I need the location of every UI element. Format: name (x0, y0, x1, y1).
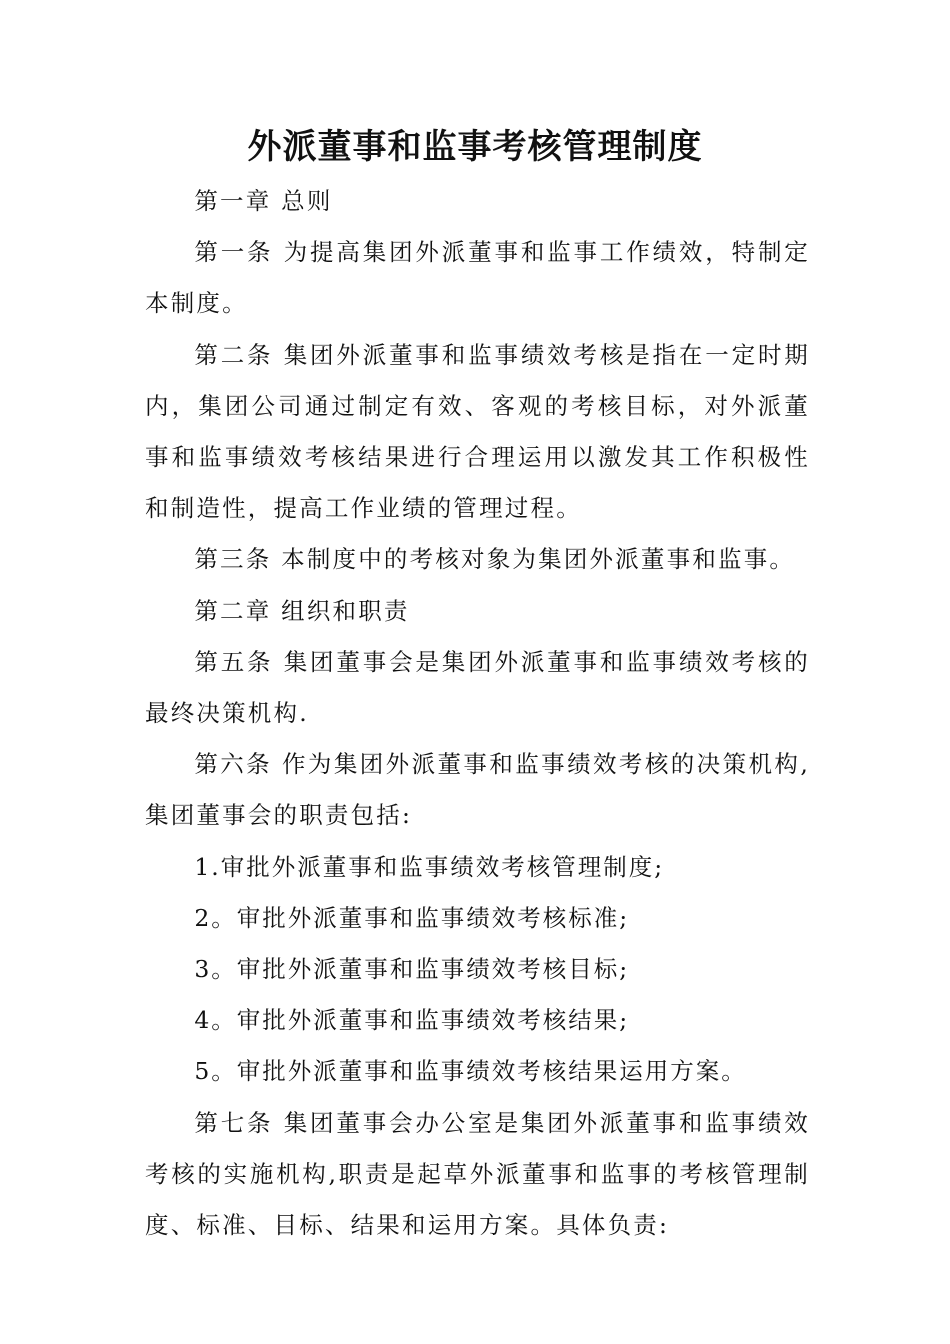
article-7: 第七条 集团董事会办公室是集团外派董事和监事绩效考核的实施机构,职责是起草外派董事和监事的考核管理制度、标准、目标、结果和运用方案。具体负责: (145, 1108, 810, 1240)
list-item-4: 4。审批外派董事和监事绩效考核结果; (194, 1006, 630, 1035)
article-3: 第三条 本制度中的考核对象为集团外派董事和监事。 (194, 545, 796, 574)
list-item-2: 2。审批外派董事和监事绩效考核标准; (194, 903, 630, 932)
article-5: 第五条 集团董事会是集团外派董事和监事绩效考核的最终决策机构. (145, 647, 810, 728)
chapter-1-heading: 第一章 总则 (194, 187, 333, 215)
document-title: 外派董事和监事考核管理制度 (247, 127, 703, 167)
list-item-5: 5。审批外派董事和监事绩效考核结果运用方案。 (194, 1057, 747, 1086)
article-1: 第一条 为提高集团外派董事和监事工作绩效，特制定本制度。 (145, 238, 810, 318)
list-item-1: 1.审批外派董事和监事绩效考核管理制度; (194, 852, 665, 881)
document-body (145, 176, 810, 1251)
article-2: 第二条 集团外派董事和监事绩效考核是指在一定时期内，集团公司通过制定有效、客观的考核目标，对外派董事和监事绩效考核结果进行合理运用以激发其工作积极性和制造性，提高工作业绩的管理过程。 (145, 340, 810, 523)
article-6: 第六条 作为集团外派董事和监事绩效考核的决策机构,集团董事会的职责包括: (145, 750, 810, 830)
list-item-3: 3。审批外派董事和监事绩效考核目标; (194, 955, 630, 984)
chapter-2-heading: 第二章 组织和职责 (194, 596, 410, 625)
